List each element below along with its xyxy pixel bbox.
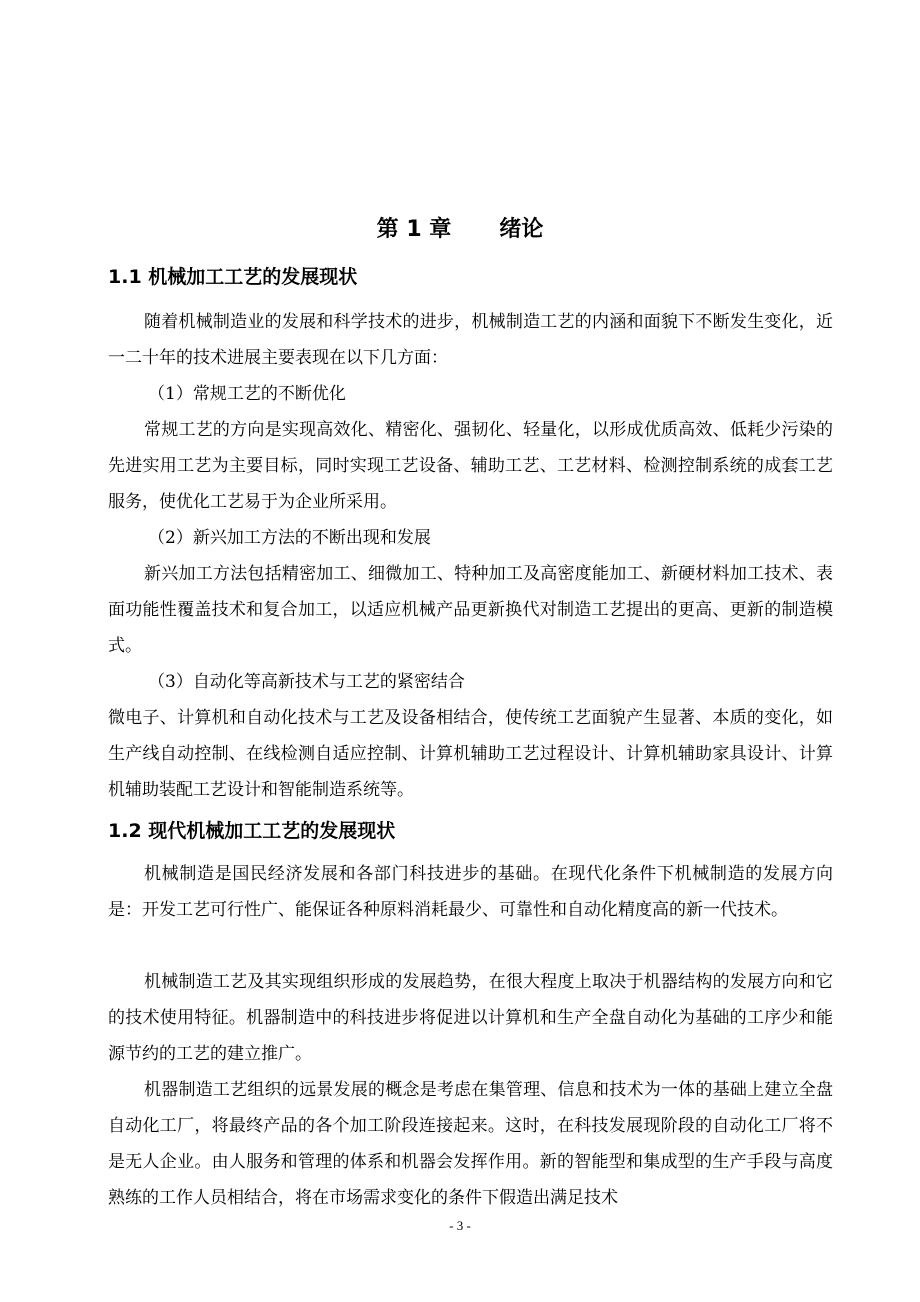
item-2-label: （2）新兴加工方法的不断出现和发展 [148,528,431,548]
section-1-2-paragraph-2: 机械制造工艺及其实现组织形成的发展趋势，在很大程度上取决于机器结构的发展方向和它的技术使用特征。机器制造中的科技进步将促进以计算机和生产全盘自动化为基础的工序少和能源节约的工艺的建立推广。 [108,972,833,1064]
item-2-text: 新兴加工方法包括精密加工、细微加工、特种加工及高密度能加工、新硬材料加工技术、表面功能性覆盖技术和复合加工，以适应机械产品更新换代对制造工艺提出的更高、更新的制造模式。 [108,564,833,656]
section-heading-1-1: 1.1 机械加工工艺的发展现状 [108,266,358,288]
item-3-label: （3）自动化等高新技术与工艺的紧密结合 [148,672,465,692]
chapter-title [0,214,920,246]
chapter-number: 第 1 章 [376,217,452,242]
section-1-2-paragraph-1: 机械制造是国民经济发展和各部门科技进步的基础。在现代化条件下机械制造的发展方向是：开发工艺可行性广、能保证各种原料消耗最少、可靠性和自动化精度高的新一代技术。 [108,864,833,920]
item-1-text: 常规工艺的方向是实现高效化、精密化、强韧化、轻量化，以形成优质高效、低耗少污染的先进实用工艺为主要目标，同时实现工艺设备、辅助工艺、工艺材料、检测控制系统的成套工艺服务，使优化工艺易于为企业所采用。 [108,420,833,512]
section-1-2-paragraph-3: 机器制造工艺组织的远景发展的概念是考虑在集管理、信息和技术为一体的基础上建立全盘自动化工厂，将最终产品的各个加工阶段连接起来。这时，在科技发展现阶段的自动化工厂将不是无人企业。由人服务和管理的体系和机器会发挥作用。新的智能型和集成型的生产手段与高度熟练的工作人员相结合，将在市场需求变化的条件下假造出满足技术 [108,1080,833,1208]
item-3-text: 微电子、计算机和自动化技术与工艺及设备相结合，使传统工艺面貌产生显著、本质的变化，如生产线自动控制、在线检测自适应控制、计算机辅助工艺过程设计、计算机辅助家具设计、计算机辅助装配工艺设计和智能制造系统等。 [108,708,833,800]
section-heading-1-2: 1.2 现代机械加工工艺的发展现状 [108,820,396,842]
page-number: - 3 - [449,1218,471,1233]
section-1-1-intro: 随着机械制造业的发展和科学技术的进步，机械制造工艺的内涵和面貌下不断发生变化，近一二十年的技术进展主要表现在以下几方面： [108,312,833,368]
chapter-name: 绪论 [499,217,544,242]
item-1-label: （1）常规工艺的不断优化 [148,384,346,404]
